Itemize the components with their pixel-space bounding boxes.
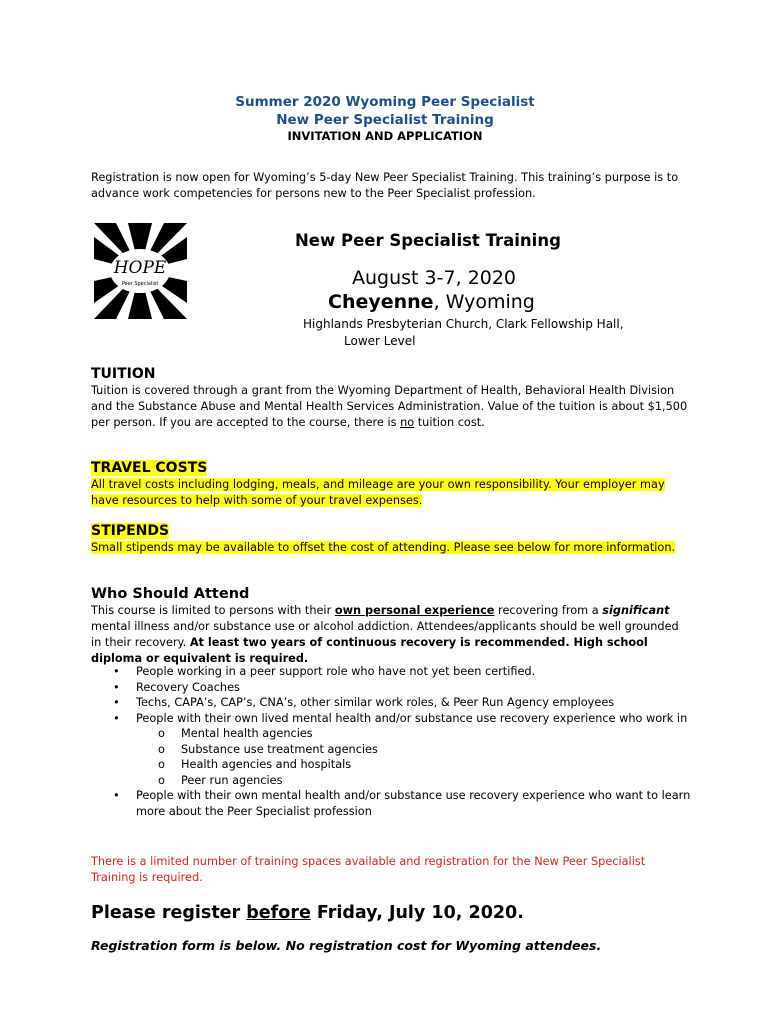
who-significant: significant	[602, 604, 670, 617]
who-requirement: At least two years of continuous recovery is recommended. High school diploma or equivalent is required.	[91, 636, 648, 665]
register-before: before	[246, 903, 311, 923]
travel-paragraph	[91, 477, 691, 509]
sublist-item: o Substance use treatment agencies	[158, 742, 378, 756]
agency-sublist	[136, 726, 691, 788]
stipends-heading-text: STIPENDS	[91, 523, 170, 539]
bullet: •	[113, 665, 120, 678]
list-item: • Recovery Coaches	[113, 680, 240, 694]
limited-spaces-notice: There is a limited number of training spaces available and registration for the New Peer Specialist Training is required.	[91, 855, 646, 884]
travel-text: All travel costs including lodging, meals, and mileage are your own responsibility. Your employer may have resources to help with some of your travel expenses.	[91, 478, 665, 507]
register-deadline	[91, 903, 524, 923]
sublist-item: o Health agencies and hospitals	[158, 758, 352, 771]
bullet: •	[113, 711, 120, 725]
sublist-item: o Mental health agencies	[158, 727, 313, 740]
venue-line-2: Lower Level	[344, 334, 416, 348]
attendee-list	[91, 664, 691, 819]
register-text: Please register	[91, 903, 247, 923]
who-text-3: recovering from a	[494, 604, 603, 617]
bullet: •	[113, 789, 120, 802]
event-state: , Wyoming	[433, 291, 535, 313]
title-line-1: Summer 2020 Wyoming Peer Specialist	[235, 94, 535, 110]
travel-heading	[91, 460, 207, 476]
who-text-1: This course is limited to persons with their	[91, 604, 335, 617]
bullet: •	[113, 696, 120, 709]
event-location	[328, 291, 535, 313]
list-item: • Techs, CAPA’s, CAP’s, CNA’s, other similar work roles, & Peer Run Agency employees	[113, 696, 615, 709]
travel-heading-text: TRAVEL COSTS	[91, 460, 208, 476]
tuition-text-end: tuition cost.	[414, 416, 485, 429]
stipends-heading	[91, 523, 169, 539]
event-city: Cheyenne	[328, 291, 434, 313]
logo-subtitle: Peer Specialist	[121, 281, 159, 287]
stipends-paragraph	[91, 540, 691, 556]
tuition-paragraph	[91, 383, 691, 431]
who-heading: Who Should Attend	[91, 586, 250, 602]
register-date: Friday, July 10, 2020.	[310, 903, 524, 923]
logo-word: HOPE	[113, 258, 167, 278]
title-line-3: INVITATION AND APPLICATION	[287, 129, 483, 143]
sub-bullet: o	[158, 727, 165, 740]
sub-bullet: o	[158, 773, 165, 787]
list-item: • People working in a peer support role who have not yet been certified.	[113, 665, 536, 678]
registration-form-note: Registration form is below. No registration cost for Wyoming attendees.	[91, 938, 602, 953]
event-date: August 3-7, 2020	[352, 267, 516, 289]
tuition-no: no	[400, 416, 415, 429]
who-paragraph	[91, 603, 691, 667]
stipends-text: Small stipends may be available to offset the cost of attending. Please see below for more information.	[91, 541, 676, 554]
list-item: • People with their own mental health and/or substance use recovery experience who want to learn more about the Peer Specialist profession	[113, 789, 691, 818]
event-venue	[303, 316, 683, 350]
list-item: • People with their own lived mental health and/or substance use recovery experience who work in o Mental health agencies o Substance use treatment agencies o Health agencies and hospitals o Peer run agencies	[91, 711, 691, 789]
who-text-5: mental illness and/or substance use or alcohol addiction. Attendees/applicants should be well grounded in their recovery.	[91, 620, 679, 649]
tuition-text: Tuition is covered through a grant from the Wyoming Department of Health, Behavioral Health Division and the Substance Abuse and Mental Health Services Administration. Value of the tuition is about $1,500 per person. If you are accepted to the course, there is	[91, 384, 688, 429]
event-title: New Peer Specialist Training	[295, 231, 561, 250]
sub-bullet: o	[158, 758, 165, 771]
bullet: •	[113, 680, 120, 694]
sublist-item: o Peer run agencies	[158, 773, 283, 787]
sub-bullet: o	[158, 742, 165, 756]
venue-line-1: Highlands Presbyterian Church, Clark Fellowship Hall,	[303, 317, 624, 331]
hope-logo	[94, 223, 187, 319]
intro-paragraph: Registration is now open for Wyoming’s 5-day New Peer Specialist Training. This training’s purpose is to advance work competencies for persons new to the Peer Specialist profession.	[91, 171, 679, 200]
tuition-heading: TUITION	[91, 366, 156, 382]
who-own-experience: own personal experience	[334, 604, 495, 617]
title-line-2: New Peer Specialist Training	[276, 112, 494, 128]
